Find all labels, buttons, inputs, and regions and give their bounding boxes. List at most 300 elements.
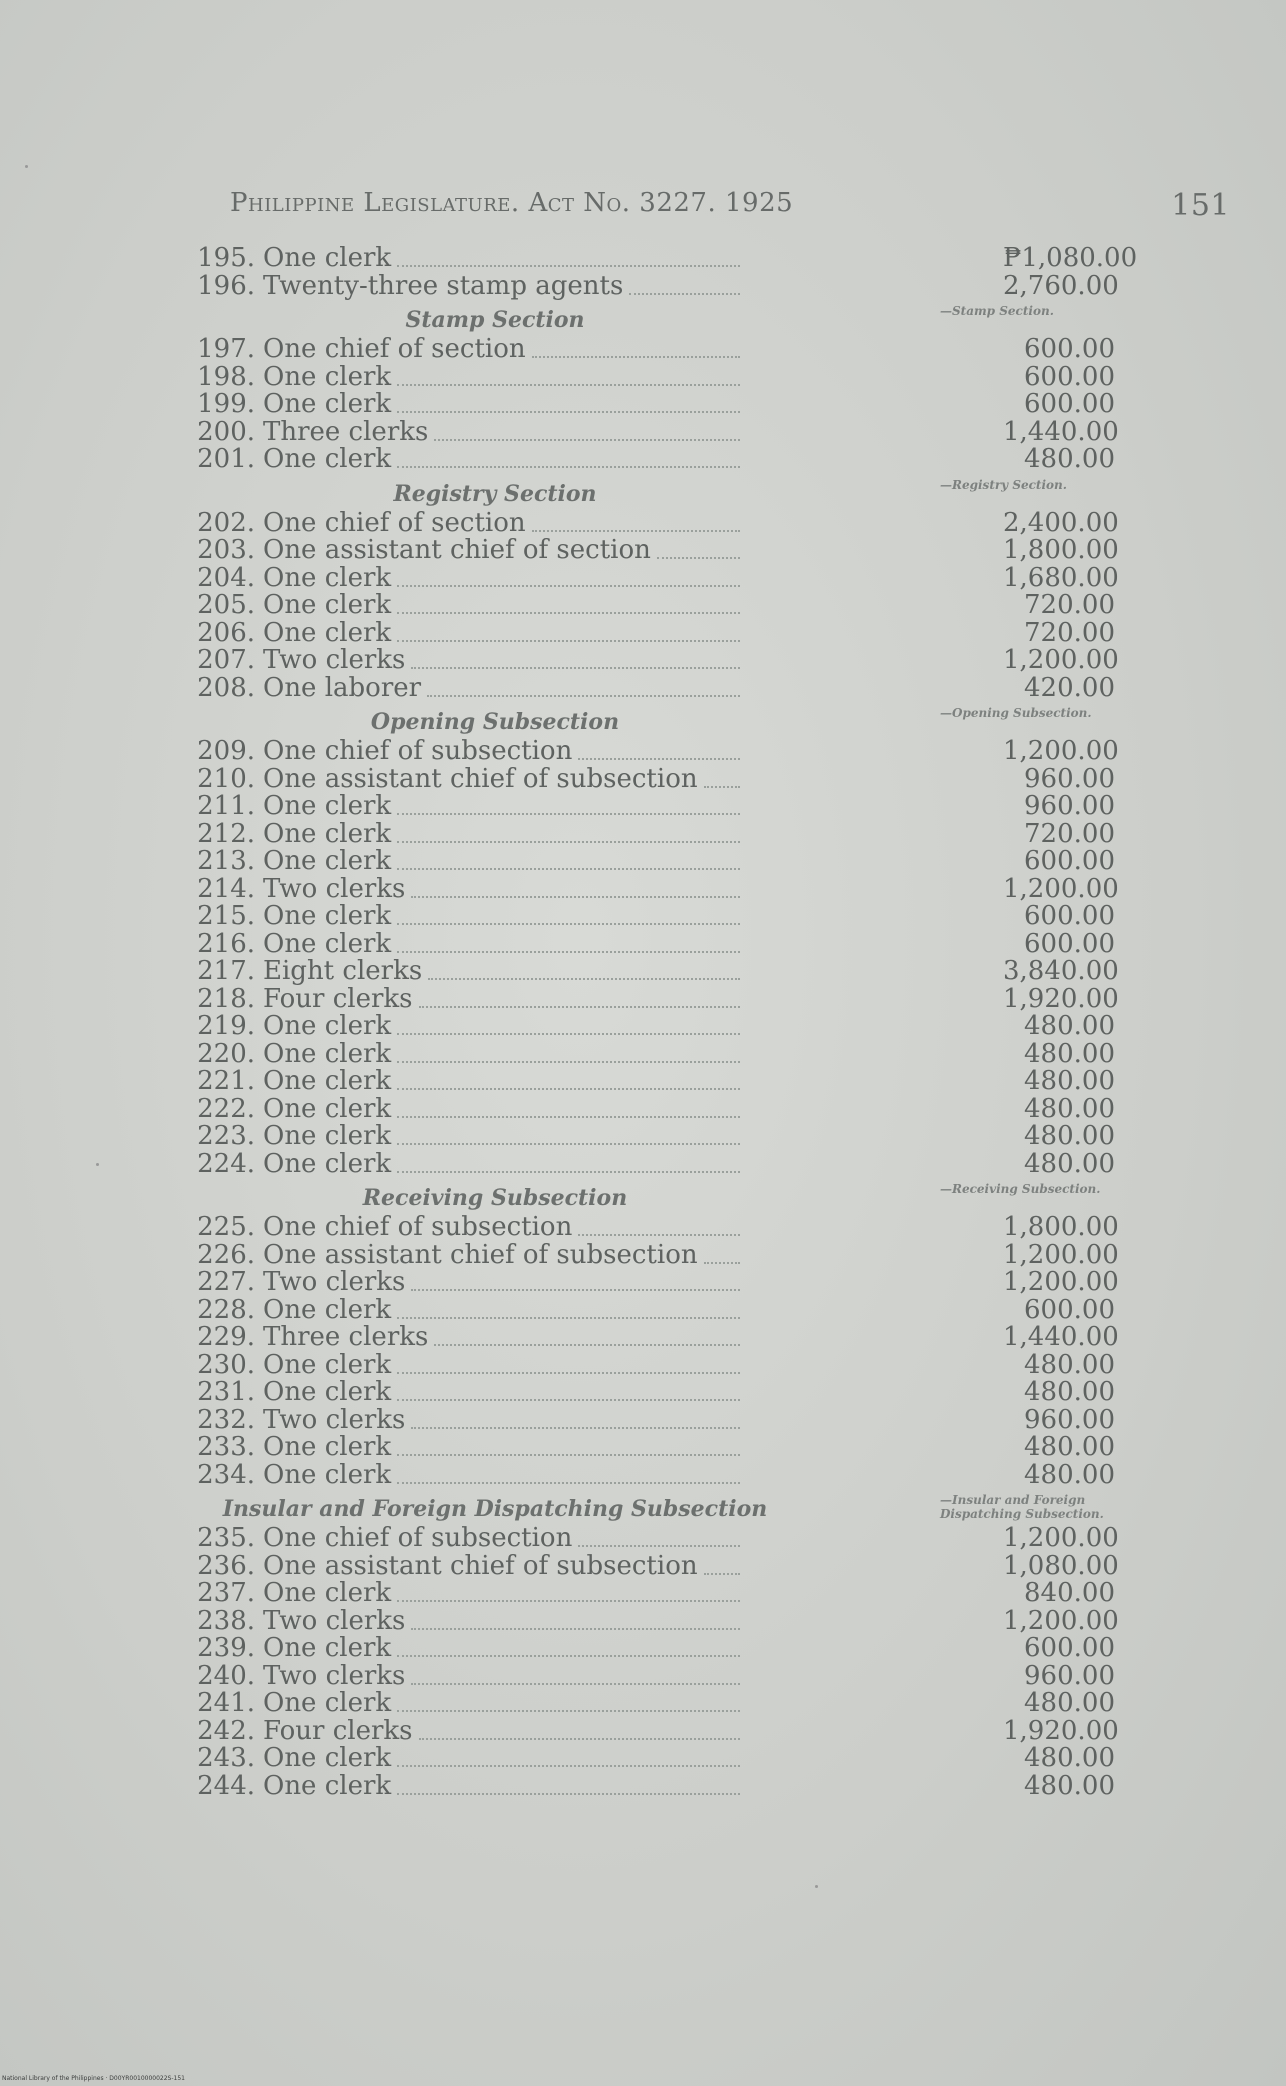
dot-leader (397, 811, 740, 815)
amount-value: 960.00 (1024, 1660, 1115, 1691)
line-item (185, 647, 1185, 675)
item-number: 227. (197, 1267, 255, 1297)
dot-leader (397, 1397, 740, 1401)
item-description: One assistant chief of subsection (263, 1239, 698, 1270)
item-description: Four clerks (263, 1715, 413, 1746)
dot-leader (411, 1626, 740, 1630)
item-amount (805, 1123, 1115, 1151)
item-description: One clerk (263, 1349, 392, 1380)
item-description: One clerk (263, 1688, 392, 1718)
item-number: 207. (197, 645, 255, 675)
item-amount (805, 270, 1119, 301)
amount-value: 480.00 (1024, 1770, 1115, 1801)
line-item (185, 738, 1185, 766)
item-number: 220. (197, 1038, 255, 1069)
line-item (185, 1214, 1185, 1242)
section-title: Receiving Subsection (362, 1185, 628, 1211)
item-number: 238. (197, 1605, 255, 1636)
item-number: 240. (197, 1660, 255, 1691)
line-item (185, 1459, 1185, 1490)
line-item (185, 1525, 1185, 1553)
item-amount (805, 617, 1115, 648)
item-amount (805, 1322, 1119, 1352)
line-item (185, 1013, 1185, 1041)
dot-leader (419, 1004, 740, 1008)
item-number: 206. (197, 617, 255, 648)
line-item (185, 1294, 1185, 1325)
line-item (185, 1123, 1185, 1151)
amount-value: 840.00 (1024, 1578, 1115, 1608)
section-title: Opening Subsection (370, 709, 620, 735)
item-number: 231. (197, 1377, 255, 1407)
item-amount (805, 1267, 1119, 1297)
item-amount (805, 1550, 1119, 1581)
line-item (185, 1068, 1185, 1096)
appropriation-list (185, 245, 1185, 1800)
dot-leader (397, 382, 740, 386)
item-description: One clerk (263, 1743, 392, 1773)
amount-value: 720.00 (1024, 590, 1115, 620)
item-amount (805, 1635, 1115, 1663)
item-amount (805, 1239, 1119, 1270)
item-amount (805, 1745, 1115, 1773)
item-description: Three clerks (263, 1322, 429, 1352)
line-item (185, 1379, 1185, 1407)
page-number: 151 (1171, 188, 1230, 223)
item-description: Three clerks (263, 416, 429, 447)
amount-value: 1,200.00 (1003, 1523, 1119, 1553)
amount-value: 1,080.00 (1003, 1550, 1119, 1581)
item-number: 210. (197, 763, 255, 794)
dot-leader (397, 1031, 740, 1035)
item-description: One chief of section (263, 334, 526, 364)
item-number: 237. (197, 1578, 255, 1608)
amount-value: 600.00 (1024, 928, 1115, 959)
item-number: 225. (197, 1212, 255, 1242)
dot-leader (704, 784, 740, 788)
amount-value: 960.00 (1024, 1404, 1115, 1435)
item-number: 196. (197, 270, 255, 301)
item-number: 216. (197, 928, 255, 959)
item-description: One chief of subsection (263, 1523, 573, 1553)
item-amount (805, 1294, 1115, 1325)
section-heading (185, 474, 1185, 510)
dot-leader (434, 1342, 740, 1346)
amount-value: 480.00 (1024, 1688, 1115, 1718)
item-number: 202. (197, 507, 255, 538)
dot-leader (578, 756, 740, 760)
line-item (185, 983, 1185, 1014)
item-description: Two clerks (263, 1267, 406, 1297)
item-number: 229. (197, 1322, 255, 1352)
dot-leader (397, 1141, 740, 1145)
dot-leader (397, 464, 740, 468)
item-amount (805, 1404, 1115, 1435)
item-number: 230. (197, 1349, 255, 1380)
item-amount (805, 736, 1119, 766)
item-description: Two clerks (263, 645, 406, 675)
amount-value: 720.00 (1024, 617, 1115, 648)
line-item (185, 958, 1185, 986)
amount-value: 480.00 (1024, 1743, 1115, 1773)
line-item (185, 1770, 1185, 1801)
margin-note: —Stamp Section. (940, 304, 1054, 318)
line-item (185, 1745, 1185, 1773)
item-description: One clerk (263, 562, 392, 593)
item-amount (805, 592, 1115, 620)
dot-leader (397, 638, 740, 642)
item-description: One clerk (263, 361, 392, 392)
line-item (185, 1605, 1185, 1636)
amount-value: 1,800.00 (1003, 535, 1119, 565)
amount-value: 2,400.00 (1003, 507, 1119, 538)
item-number: 211. (197, 791, 255, 821)
line-item (185, 1324, 1185, 1352)
amount-value: 480.00 (1024, 1148, 1115, 1179)
dot-leader (397, 1708, 740, 1712)
dot-leader (397, 1370, 740, 1374)
dot-leader (578, 1543, 740, 1547)
item-number: 221. (197, 1066, 255, 1096)
item-amount (805, 1148, 1115, 1179)
item-amount (805, 391, 1115, 419)
dot-leader (704, 1571, 740, 1575)
item-description: One clerk (263, 1459, 392, 1490)
margin-note: —Receiving Subsection. (940, 1182, 1101, 1196)
item-number: 219. (197, 1011, 255, 1041)
item-description: One clerk (263, 617, 392, 648)
line-item (185, 1550, 1185, 1581)
item-amount (805, 361, 1115, 392)
dot-leader (419, 1736, 740, 1740)
amount-value: 2,760.00 (1003, 270, 1119, 301)
item-description: One clerk (263, 846, 392, 876)
item-amount (805, 793, 1115, 821)
dot-leader (427, 693, 740, 697)
item-amount (805, 336, 1115, 364)
item-description: One clerk (263, 1121, 392, 1151)
line-item (185, 1239, 1185, 1270)
item-description: One clerk (263, 1093, 392, 1124)
item-description: One chief of subsection (263, 736, 573, 766)
dot-leader (397, 921, 740, 925)
item-number: 197. (197, 334, 255, 364)
amount-value: ₱1,080.00 (1003, 243, 1138, 273)
amount-value: 1,680.00 (1003, 562, 1119, 593)
line-item (185, 763, 1185, 794)
line-item (185, 672, 1185, 703)
item-amount (805, 1580, 1115, 1608)
amount-value: 1,920.00 (1003, 1715, 1119, 1746)
amount-value: 960.00 (1024, 763, 1115, 794)
dot-leader (397, 610, 740, 614)
section-heading (185, 702, 1185, 738)
page-header (230, 188, 1230, 228)
item-amount (805, 1605, 1119, 1636)
item-description: One clerk (263, 1633, 392, 1663)
item-number: 228. (197, 1294, 255, 1325)
dot-leader (411, 1425, 740, 1429)
item-description: One clerk (263, 1432, 392, 1462)
item-amount (805, 243, 1138, 273)
amount-value: 1,200.00 (1003, 1239, 1119, 1270)
amount-value: 1,440.00 (1003, 1322, 1119, 1352)
item-description: One clerk (263, 1066, 392, 1096)
item-amount (805, 1013, 1115, 1041)
dot-leader (397, 949, 740, 953)
item-number: 241. (197, 1688, 255, 1718)
item-description: One clerk (263, 1011, 392, 1041)
item-amount (805, 983, 1119, 1014)
margin-note: —Opening Subsection. (940, 706, 1092, 720)
item-number: 204. (197, 562, 255, 593)
item-number: 209. (197, 736, 255, 766)
item-number: 208. (197, 672, 255, 703)
dot-leader (397, 1086, 740, 1090)
amount-value: 480.00 (1024, 1038, 1115, 1069)
item-number: 205. (197, 590, 255, 620)
dot-leader (434, 437, 740, 441)
item-description: Two clerks (263, 1660, 406, 1691)
item-number: 232. (197, 1404, 255, 1435)
line-item (185, 1690, 1185, 1718)
line-item (185, 270, 1185, 301)
line-item (185, 416, 1185, 447)
dot-leader (629, 291, 740, 295)
item-amount (805, 1523, 1119, 1553)
dot-leader (397, 1598, 740, 1602)
line-item (185, 391, 1185, 419)
amount-value: 720.00 (1024, 818, 1115, 849)
item-description: One assistant chief of subsection (263, 1550, 698, 1581)
line-item (185, 1148, 1185, 1179)
dot-leader (704, 1260, 740, 1264)
amount-value: 1,200.00 (1003, 736, 1119, 766)
item-number: 217. (197, 956, 255, 986)
item-amount (805, 1690, 1115, 1718)
line-item (185, 617, 1185, 648)
item-description: One chief of section (263, 507, 526, 538)
dot-leader (397, 1169, 740, 1173)
item-number: 223. (197, 1121, 255, 1151)
amount-value: 600.00 (1024, 361, 1115, 392)
line-item (185, 1660, 1185, 1691)
section-heading (185, 1489, 1185, 1525)
amount-value: 1,440.00 (1003, 416, 1119, 447)
dot-leader (411, 665, 740, 669)
dot-leader (397, 263, 740, 267)
item-amount (805, 562, 1119, 593)
amount-value: 480.00 (1024, 1066, 1115, 1096)
line-item (185, 537, 1185, 565)
amount-value: 480.00 (1024, 1093, 1115, 1124)
amount-value: 1,200.00 (1003, 645, 1119, 675)
item-description: One clerk (263, 1770, 392, 1801)
amount-value: 1,800.00 (1003, 1212, 1119, 1242)
item-number: 212. (197, 818, 255, 849)
item-number: 226. (197, 1239, 255, 1270)
item-number: 198. (197, 361, 255, 392)
line-item (185, 245, 1185, 273)
item-amount (805, 848, 1115, 876)
item-description: One chief of subsection (263, 1212, 573, 1242)
item-number: 242. (197, 1715, 255, 1746)
line-item (185, 793, 1185, 821)
line-item (185, 1434, 1185, 1462)
item-description: One clerk (263, 928, 392, 959)
item-amount (805, 507, 1119, 538)
item-amount (805, 446, 1115, 474)
item-amount (805, 1068, 1115, 1096)
item-number: 195. (197, 243, 255, 273)
item-description: One clerk (263, 590, 392, 620)
amount-value: 480.00 (1024, 1432, 1115, 1462)
amount-value: 600.00 (1024, 1633, 1115, 1663)
item-amount (805, 1349, 1115, 1380)
paper-speck (96, 1163, 99, 1166)
item-description: Two clerks (263, 873, 406, 904)
paper-speck (815, 1885, 818, 1888)
item-amount (805, 1379, 1115, 1407)
section-heading (185, 300, 1185, 336)
item-description: One clerk (263, 389, 392, 419)
amount-value: 600.00 (1024, 334, 1115, 364)
dot-leader (532, 354, 740, 358)
section-title: Registry Section (393, 480, 597, 507)
line-item (185, 507, 1185, 538)
line-item (185, 361, 1185, 392)
item-amount (805, 928, 1115, 959)
item-description: One clerk (263, 791, 392, 821)
item-description: Two clerks (263, 1404, 406, 1435)
margin-note: —Insular and Foreign Dispatching Subsection. (940, 1493, 1104, 1521)
item-amount (805, 1093, 1115, 1124)
line-item (185, 818, 1185, 849)
dot-leader (397, 409, 740, 413)
line-item (185, 446, 1185, 474)
line-item (185, 903, 1185, 931)
amount-value: 480.00 (1024, 444, 1115, 474)
item-description: Four clerks (263, 983, 413, 1014)
item-description: Twenty-three stamp agents (263, 270, 624, 301)
amount-value: 480.00 (1024, 1459, 1115, 1490)
item-number: 233. (197, 1432, 255, 1462)
dot-leader (397, 1114, 740, 1118)
dot-leader (397, 1653, 740, 1657)
dot-leader (578, 1232, 740, 1236)
line-item (185, 1349, 1185, 1380)
line-item (185, 1580, 1185, 1608)
amount-value: 480.00 (1024, 1349, 1115, 1380)
dot-leader (397, 1452, 740, 1456)
item-description: One clerk (263, 1038, 392, 1069)
line-item (185, 1093, 1185, 1124)
amount-value: 1,200.00 (1003, 1605, 1119, 1636)
item-number: 244. (197, 1770, 255, 1801)
paper-speck (25, 165, 28, 168)
dot-leader (397, 1763, 740, 1767)
line-item (185, 928, 1185, 959)
dot-leader (397, 1791, 740, 1795)
item-number: 234. (197, 1459, 255, 1490)
line-item (185, 1715, 1185, 1746)
amount-value: 480.00 (1024, 1011, 1115, 1041)
section-heading (185, 1178, 1185, 1214)
dot-leader (397, 866, 740, 870)
item-description: One clerk (263, 1578, 392, 1608)
item-description: One clerk (263, 1377, 392, 1407)
item-amount (805, 763, 1115, 794)
line-item (185, 873, 1185, 904)
item-number: 203. (197, 535, 255, 565)
dot-leader (397, 1315, 740, 1319)
line-item (185, 562, 1185, 593)
item-amount (805, 535, 1119, 565)
line-item (185, 1269, 1185, 1297)
item-amount (805, 1434, 1115, 1462)
item-description: One assistant chief of section (263, 535, 651, 565)
item-amount (805, 1212, 1119, 1242)
item-number: 213. (197, 846, 255, 876)
dot-leader (397, 1480, 740, 1484)
margin-note: —Registry Section. (940, 477, 1067, 492)
item-amount (805, 1770, 1115, 1801)
item-description: One clerk (263, 901, 392, 931)
line-item (185, 1404, 1185, 1435)
item-description: Two clerks (263, 1605, 406, 1636)
item-description: One assistant chief of subsection (263, 763, 698, 794)
item-amount (805, 818, 1115, 849)
dot-leader (397, 1059, 740, 1063)
amount-value: 420.00 (1024, 672, 1115, 703)
amount-value: 1,200.00 (1003, 1267, 1119, 1297)
item-number: 236. (197, 1550, 255, 1581)
line-item (185, 592, 1185, 620)
amount-value: 600.00 (1024, 846, 1115, 876)
item-amount (805, 903, 1115, 931)
item-number: 218. (197, 983, 255, 1014)
item-description: One clerk (263, 444, 392, 474)
item-number: 215. (197, 901, 255, 931)
amount-value: 960.00 (1024, 791, 1115, 821)
item-number: 243. (197, 1743, 255, 1773)
amount-value: 600.00 (1024, 389, 1115, 419)
item-amount (805, 1660, 1115, 1691)
amount-value: 600.00 (1024, 1294, 1115, 1325)
item-amount (805, 1715, 1119, 1746)
item-description: One laborer (263, 672, 422, 703)
scan-footer: National Library of the Philippines · D00YR0010000022S-151 (2, 2075, 185, 2082)
item-description: One clerk (263, 818, 392, 849)
amount-value: 1,920.00 (1003, 983, 1119, 1014)
amount-value: 480.00 (1024, 1121, 1115, 1151)
item-description: One clerk (263, 1148, 392, 1179)
dot-leader (397, 839, 740, 843)
dot-leader (397, 583, 740, 587)
amount-value: 600.00 (1024, 901, 1115, 931)
amount-value: 3,840.00 (1003, 956, 1119, 986)
dot-leader (411, 1681, 740, 1685)
dot-leader (411, 1287, 740, 1291)
dot-leader (428, 976, 740, 980)
running-title: Philippine Legislature. Act No. 3227. 1925 (230, 188, 794, 218)
dot-leader (411, 894, 740, 898)
item-number: 235. (197, 1523, 255, 1553)
item-number: 222. (197, 1093, 255, 1124)
item-number: 200. (197, 416, 255, 447)
line-item (185, 1635, 1185, 1663)
item-number: 224. (197, 1148, 255, 1179)
